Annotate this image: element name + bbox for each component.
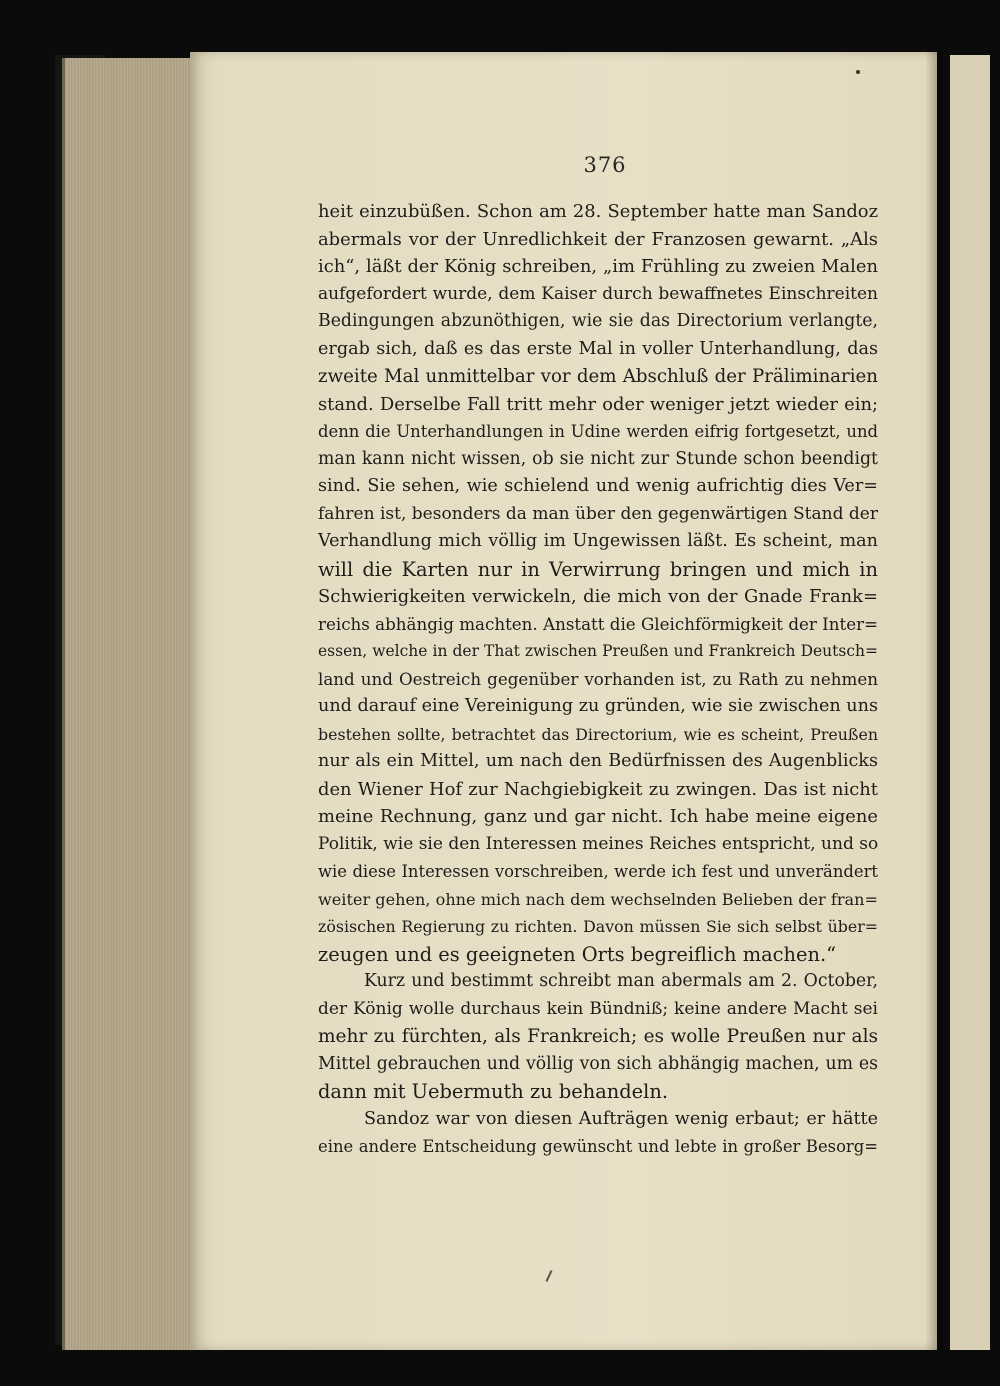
text-line: Bedingungen abzunöthigen, wie sie das Directorium verlangte, <box>318 311 878 331</box>
text-line: Sandoz war von diesen Aufträgen wenig erbaut; er hätte <box>364 1108 878 1129</box>
text-line: aufgefordert wurde, dem Kaiser durch bewaffnetes Einschreiten <box>318 283 878 304</box>
gutter-shadow <box>925 52 943 1350</box>
text-line: zweite Mal unmittelbar vor dem Abschluß der Präliminarien <box>318 366 878 387</box>
text-line: abermals vor der Unredlichkeit der Franzosen gewarnt. „Als <box>318 228 878 250</box>
text-line: ergab sich, daß es das erste Mal in voller Unterhandlung, das <box>318 338 878 359</box>
text-line: den Wiener Hof zur Nachgiebigkeit zu zwingen. Das ist nicht <box>318 778 878 800</box>
text-line: sind. Sie sehen, wie schielend und wenig aufrichtig dies Ver= <box>318 476 878 496</box>
text-line: weiter gehen, ohne mich nach dem wechselnden Belieben der fran= <box>318 889 878 909</box>
text-line: Politik, wie sie den Interessen meines Reiches entspricht, und so <box>318 833 879 854</box>
body-text <box>318 198 878 1161</box>
text-line: heit einzubüßen. Schon am 28. September hatte man Sandoz <box>318 201 878 222</box>
text-line: mehr zu fürchten, als Frankreich; es wolle Preußen nur als <box>318 1026 878 1047</box>
facing-page-edge <box>950 55 990 1350</box>
text-line: ich“, läßt der König schreiben, „im Frühling zu zweien Malen <box>318 256 878 277</box>
page-stack-edges <box>62 58 201 1350</box>
text-line: stand. Derselbe Fall tritt mehr oder weniger jetzt wieder ein; <box>318 393 878 415</box>
text-line: zeugen und es geeigneten Orts begreiflich machen.“ <box>318 942 837 966</box>
text-line: essen, welche in der That zwischen Preußen und Frankreich Deutsch= <box>318 642 878 660</box>
text-line: Verhandlung mich völlig im Ungewissen läßt. Es scheint, man <box>318 531 878 551</box>
text-line: wie diese Interessen vorschreiben, werde ich fest und unverändert <box>318 862 878 881</box>
text-line: land und Oestreich gegenüber vorhanden ist, zu Rath zu nehmen <box>318 668 878 689</box>
text-line: bestehen sollte, betrachtet das Directorium, wie es scheint, Preußen <box>318 724 878 744</box>
text-line: man kann nicht wissen, ob sie nicht zur Stunde schon beendigt <box>318 448 878 469</box>
text-line: der König wolle durchaus kein Bündniß; keine andere Macht sei <box>318 998 878 1019</box>
text-line: Schwierigkeiten verwickeln, die mich von der Gnade Frank= <box>318 586 878 607</box>
page-number: 376 <box>583 153 627 177</box>
text-line: meine Rechnung, ganz und gar nicht. Ich habe meine eigene <box>318 806 878 827</box>
text-line: reichs abhängig machten. Anstatt die Gleichförmigkeit der Inter= <box>318 613 879 634</box>
text-line: dann mit Uebermuth zu behandeln. <box>318 1080 668 1103</box>
text-line: zösischen Regierung zu richten. Davon müssen Sie sich selbst über= <box>318 917 878 936</box>
text-line: und darauf eine Vereinigung zu gründen, wie sie zwischen uns <box>318 696 878 716</box>
paper-speck <box>856 70 860 74</box>
text-line: Kurz und bestimmt schreibt man abermals am 2. October, <box>364 971 878 991</box>
text-line: Mittel gebrauchen und völlig von sich abhängig machen, um es <box>318 1053 878 1074</box>
text-line: will die Karten nur in Verwirrung bringen und mich in <box>318 557 878 581</box>
text-line: eine andere Entscheidung gewünscht und lebte in großer Besorg= <box>318 1137 878 1156</box>
text-line: nur als ein Mittel, um nach den Bedürfnissen des Augenblicks <box>318 751 878 771</box>
text-line: fahren ist, besonders da man über den gegenwärtigen Stand der <box>318 503 878 524</box>
text-line: denn die Unterhandlungen in Udine werden eifrig fortgesetzt, und <box>318 422 878 441</box>
